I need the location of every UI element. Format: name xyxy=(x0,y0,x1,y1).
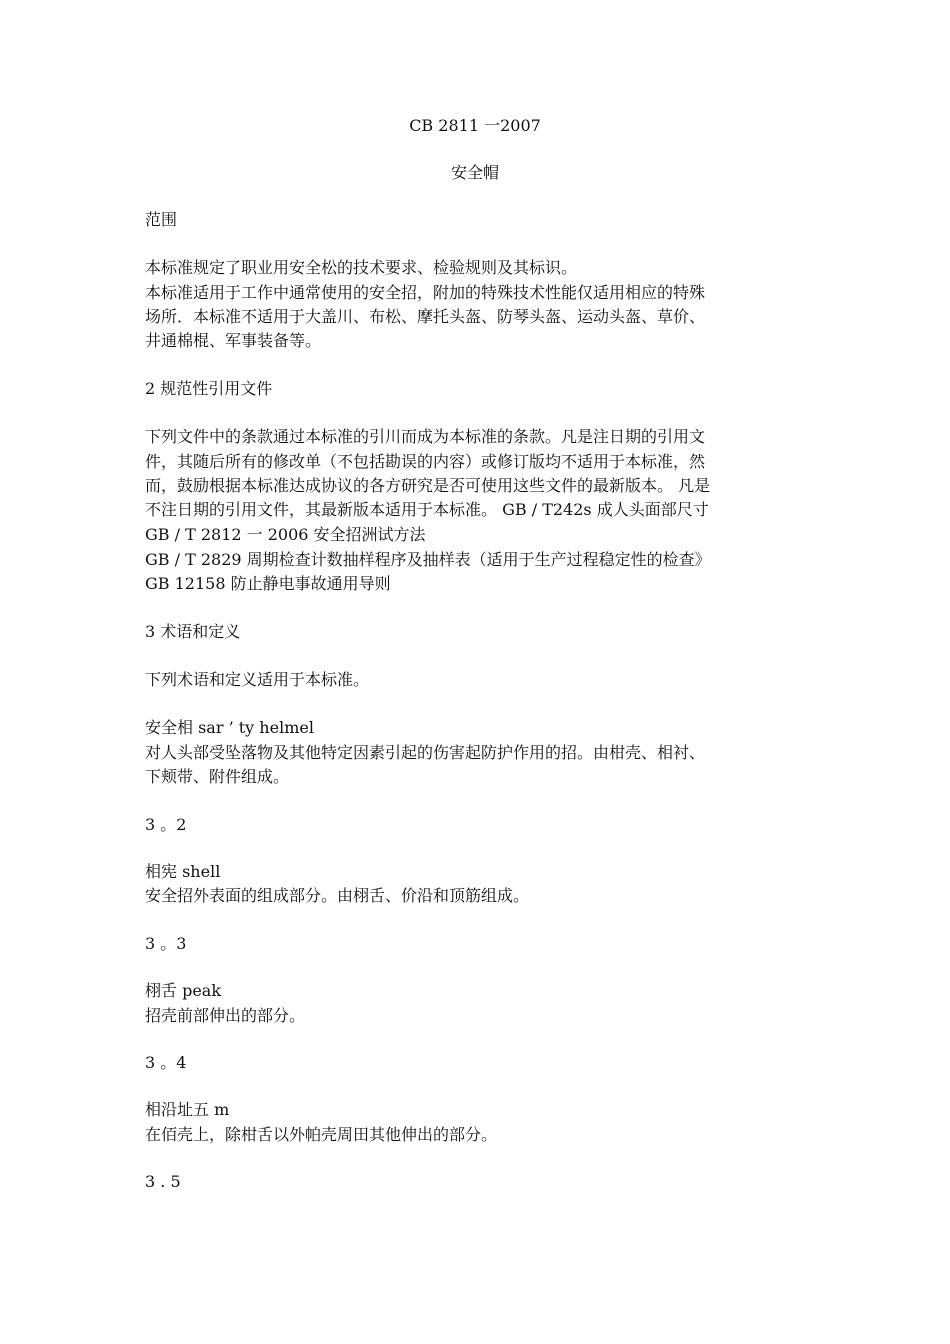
term-1-title: 安全相 sar ’ ty helmel xyxy=(145,718,314,737)
term-5-number: 3 . 5 xyxy=(145,1172,181,1191)
scope-heading: 范围 xyxy=(145,210,178,229)
document-title: 安全帽 xyxy=(450,163,499,182)
standard-code: CB 2811 一2007 xyxy=(409,116,541,135)
scope-line: 本标准适用于工作中通常使用的安全招，附加的特殊技术性能仅适用相应的特殊 xyxy=(145,283,706,302)
scope-line: 井通棉棍、军事装备等。 xyxy=(145,331,322,350)
term-2-title: 相宪 shell xyxy=(145,862,221,881)
term-4-title: 相沿址五 m xyxy=(145,1100,230,1119)
term-1-definition: 下颊带、附件组成。 xyxy=(145,767,290,786)
scope-line: 场所．本标准不适用于大盖川、布松、摩托头盔、防琴头盔、运动头盔、草价、 xyxy=(145,307,706,326)
refs-heading: 2 规范性引用文件 xyxy=(145,379,273,398)
terms-heading: 3 术语和定义 xyxy=(145,622,241,641)
terms-intro: 下列术语和定义适用于本标准。 xyxy=(145,670,370,689)
refs-line: 不注日期的引用文件，其最新版本适用于本标准。 GB / T242s 成人头面部尺寸 xyxy=(145,500,709,519)
term-4-definition: 在佰壳上，除柑舌以外帕壳周田其他伸出的部分。 xyxy=(145,1125,498,1144)
term-1-definition: 对人头部受坠落物及其他特定因素引起的伤害起防护作用的招。由柑壳、相衬、 xyxy=(145,743,706,762)
refs-line: 件，其随后所有的修改单（不包括勘误的内容）或修订版均不适用于本标准，然 xyxy=(145,452,706,471)
term-3-title: 栩舌 peak xyxy=(145,981,222,1000)
refs-line: 下列文件中的条款通过本标准的引川而成为本标准的条款。凡是注日期的引用文 xyxy=(145,427,706,446)
scope-line: 本标准规定了职业用安全松的技术要求、检验规则及其标识。 xyxy=(145,258,578,277)
term-2-number: 3 。2 xyxy=(145,815,187,834)
term-2-definition: 安全招外表面的组成部分。由栩舌、价沿和顶筋组成。 xyxy=(145,886,530,905)
refs-line: GB / T 2829 周期检查计数抽样程序及抽样表（适用于生产过程稳定性的检查》 xyxy=(145,550,711,569)
refs-line: GB 12158 防止静电事故通用导则 xyxy=(145,574,391,593)
refs-line: GB / T 2812 一 2006 安全招洲试方法 xyxy=(145,525,426,544)
refs-line: 而，鼓励根据本标准达成协议的各方研究是否可使用这些文件的最新版本。 凡是 xyxy=(145,476,711,495)
term-4-number: 3 。4 xyxy=(145,1053,187,1072)
term-3-number: 3 。3 xyxy=(145,934,187,953)
term-3-definition: 招壳前部伸出的部分。 xyxy=(145,1006,306,1025)
